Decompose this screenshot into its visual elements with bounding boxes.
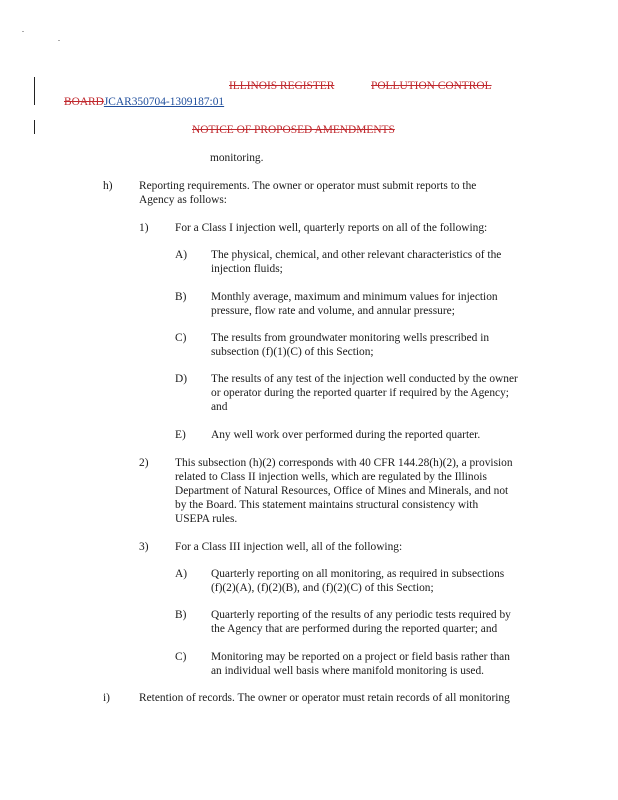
item-h2-line: USEPA rules. [175,513,238,525]
item-h3-text: For a Class III injection well, all of the following: [175,541,403,553]
item-h1D-line: The results of any test of the injection well conducted by the owner [211,373,518,385]
item-i-marker: i) [103,692,110,704]
item-h3B-line: the Agency that are performed during the reported quarter; and [211,623,498,635]
item-h3C-marker: C) [175,651,187,663]
item-h1B-marker: B) [175,291,187,303]
scan-speck [22,31,24,32]
agency-name: POLLUTION CONTROL [371,80,492,92]
item-h2-line: by the Board. This statement maintains structural consistency with [175,499,479,511]
item-h-line: Reporting requirements. The owner or operator must submit reports to the [139,180,477,192]
jcar-code: JCAR350704-1309187:01 [103,96,225,108]
item-h1A-line: The physical, chemical, and other relevant characteristics of the [211,249,502,261]
item-h2-marker: 2) [139,457,149,469]
item-h1A-line: injection fluids; [211,263,283,275]
item-h1D-line: or operator during the reported quarter if required by the Agency; [211,387,509,399]
agency-name-continued: BOARD [64,96,104,108]
change-bar [34,120,35,134]
item-h3A-marker: A) [175,568,188,580]
item-h1D-line: and [211,401,228,413]
item-h1C-line: subsection (f)(1)(C) of this Section; [211,346,374,358]
item-i-text: Retention of records. The owner or operator must retain records of all monitoring [139,692,510,704]
item-h1E-text: Any well work over performed during the reported quarter. [211,429,481,441]
item-h-marker: h) [103,180,113,192]
item-h3B-line: Quarterly reporting of the results of any periodic tests required by [211,609,511,621]
register-title: ILLINOIS REGISTER [229,80,335,92]
scan-speck [58,40,60,41]
item-h3B-marker: B) [175,609,187,621]
item-h1-text: For a Class I injection well, quarterly reports on all of the following: [175,222,488,234]
item-h3-marker: 3) [139,541,149,553]
item-h3A-line: (f)(2)(A), (f)(2)(B), and (f)(2)(C) of this Section; [211,582,434,594]
change-bar [34,77,35,105]
continuation-text: monitoring. [210,152,264,164]
item-h1D-marker: D) [175,373,188,385]
item-h1B-line: Monthly average, maximum and minimum values for injection [211,291,498,303]
item-h1C-line: The results from groundwater monitoring wells prescribed in [211,332,490,344]
item-h-line: Agency as follows: [139,194,227,206]
header-second-line [64,95,224,109]
item-h3C-line: an individual well basis where manifold monitoring is used. [211,665,485,677]
item-h2-line: related to Class II injection wells, which are regulated by the Illinois [175,471,487,483]
item-h2-line: This subsection (h)(2) corresponds with 40 CFR 144.28(h)(2), a provision [175,457,513,469]
item-h3A-line: Quarterly reporting on all monitoring, as required in subsections [211,568,505,580]
item-h1B-line: pressure, flow rate and volume, and annular pressure; [211,305,455,317]
notice-title: NOTICE OF PROPOSED AMENDMENTS [192,124,395,136]
item-h1C-marker: C) [175,332,187,344]
item-h1-marker: 1) [139,222,149,234]
item-h1E-marker: E) [175,429,186,441]
item-h1A-marker: A) [175,249,188,261]
item-h3C-line: Monitoring may be reported on a project or field basis rather than [211,651,510,663]
item-h2-line: Department of Natural Resources, Office of Mines and Minerals, and not [175,485,509,497]
